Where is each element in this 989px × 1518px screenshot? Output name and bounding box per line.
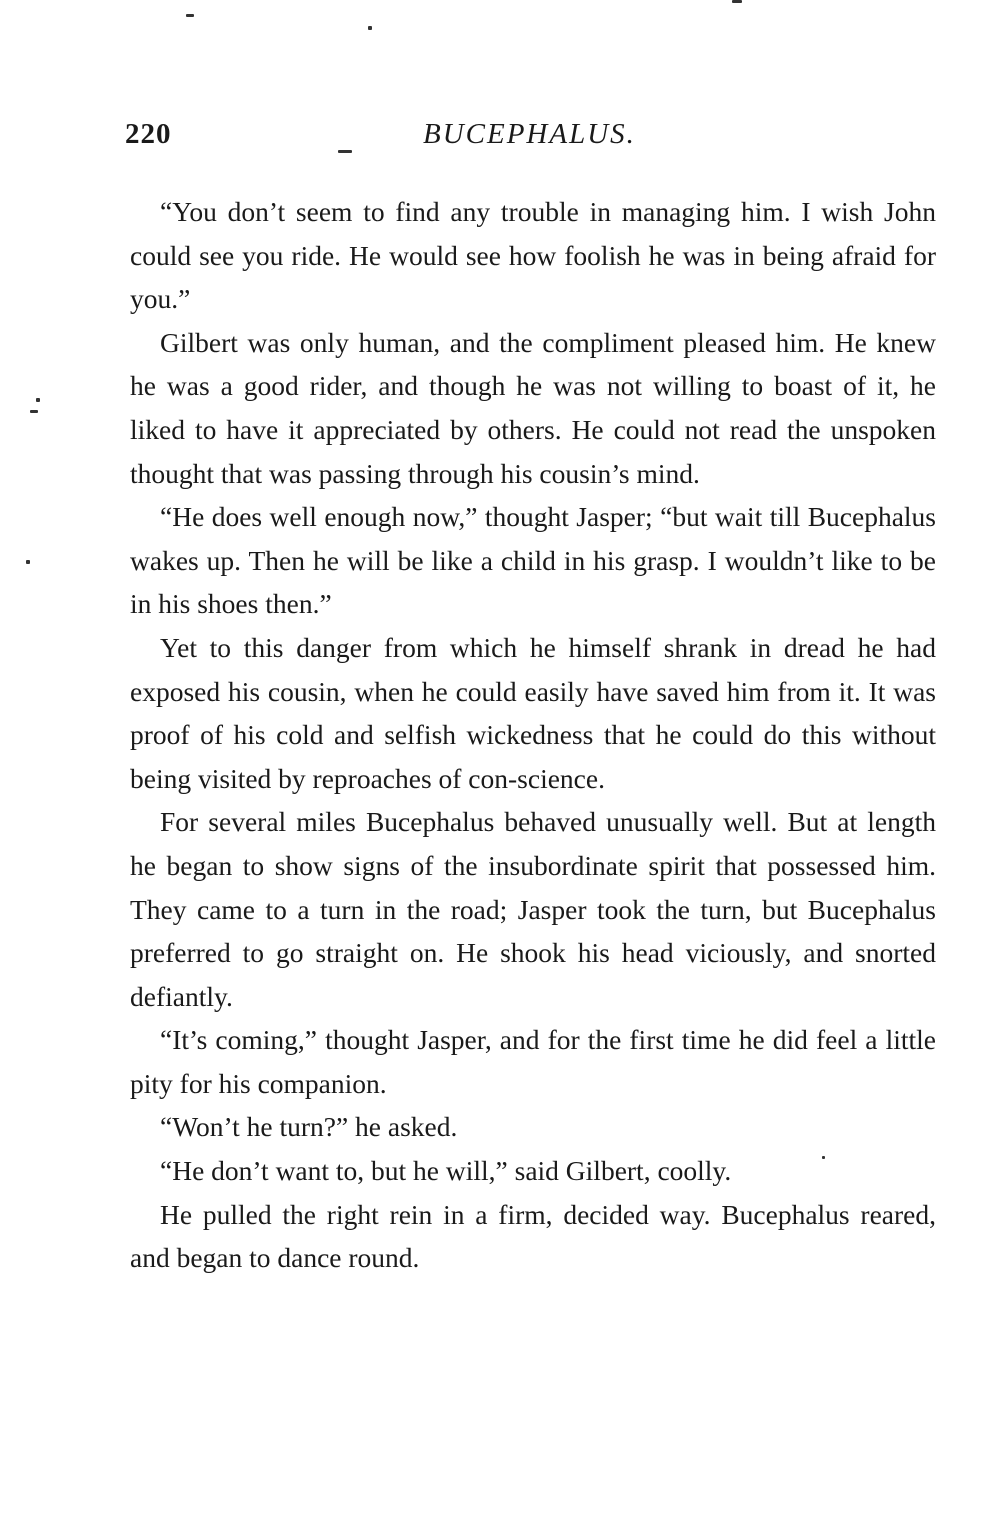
scan-speck [30,410,38,413]
paragraph: “Won’t he turn?” he asked. [160,1111,458,1143]
scan-speck [368,26,372,30]
page-number: 220 [125,118,172,150]
paragraph: Yet to this danger from which he himself shrank in dread he had exposed his cousin, when he could easily have saved him from it. It was proof of his cold and selfish wickedness that he could do this without being visited by reproaches of con-science. [130,631,936,794]
paragraph: Gilbert was only human, and the compliment pleased him. He knew he was a good rider, and though he was not willing to boast of it, he liked to have it appreciated by others. He could not read the unspoken thought that was passing through his cousin’s mind. [130,326,936,489]
body-text [130,190,936,1280]
paragraph: For several miles Bucephalus behaved unusually well. But at length he began to show signs of the insubordinate spirit that possessed him. They came to a turn in the road; Jasper took the turn, but Bucephalus preferred to go straight on. He shook his head viciously, and snorted defiantly. [130,806,936,1012]
running-header [125,118,940,162]
paragraph: “He does well enough now,” thought Jasper; “but wait till Bucephalus wakes up. Then he will be like a child in his grasp. I wouldn’t like to be in his shoes then.” [130,501,936,620]
scan-speck [186,14,194,17]
running-title: BUCEPHALUS. [423,118,636,150]
paragraph: “You don’t seem to find any trouble in managing him. I wish John could see you ride. He would see how foolish he was in being afraid for you.” [130,196,936,315]
paragraph: “He don’t want to, but he will,” said Gilbert, coolly. [160,1155,732,1187]
scan-speck [26,560,30,564]
scan-speck [732,0,742,3]
paragraph: He pulled the right rein in a firm, decided way. Bucephalus reared, and began to dance round. [130,1198,936,1274]
paragraph: “It’s coming,” thought Jasper, and for the first time he did feel a little pity for his companion. [130,1024,936,1099]
scan-speck [36,398,40,402]
